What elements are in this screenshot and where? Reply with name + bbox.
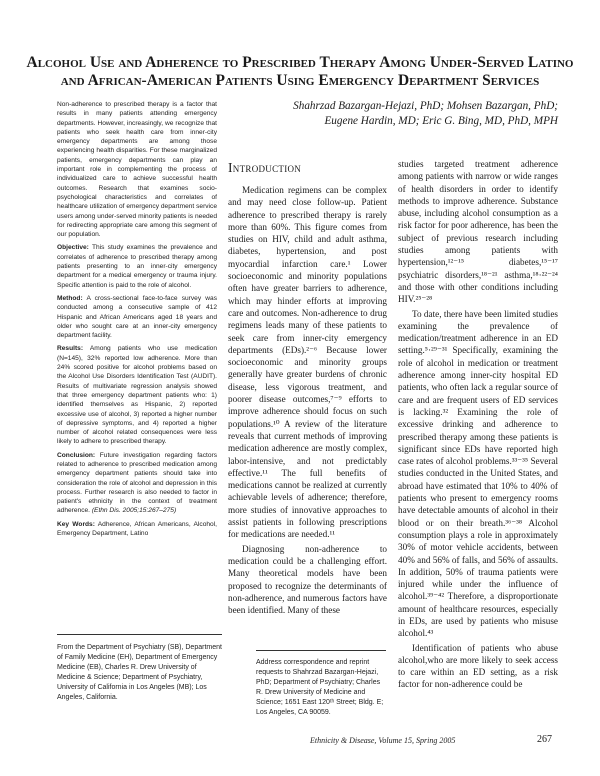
intro-paragraph-2: Diagnosing non-adherence to medication could be a challenging effort. Many theoretical models have been proposed to recognize the determinants of non-adherence, and numerous factors have been identified. Many of these	[228, 543, 387, 616]
abstract-method	[57, 294, 217, 340]
objective-label: Objective:	[57, 244, 89, 252]
footnote-divider-left	[57, 634, 222, 635]
abstract-conclusion	[57, 451, 217, 516]
correspondence-footnote: Address correspondence and reprint requests to Shahrzad Bazargan-Hejazi, PhD; Department of Psychiatry; Charles R. Drew University of Medicine and Science; 1651 East 120ᵗʰ Street; Bldg. E; Los Angeles, CA 90059.	[256, 659, 384, 716]
page-number: 267	[537, 734, 552, 745]
results-text: Among patients who use medication (N=145), 32% reported low adherence. More than 24% scored positive for alcohol problems based on the Alcohol Use Disorders Identification Test (AUDIT). Results of multivariate regression analysis showed that three emergency department patients who: 1) identified themselves as Hispanic, 2) reported excessive use of alcohol, 3) reported a higher number of depressive symptoms, and 4) reported a higher number of alcohol related consequences were less likely to adhere to prescribed therapy.	[57, 345, 218, 446]
body-column-left	[228, 184, 387, 618]
journal-footer: Ethnicity & Disease, Volume 15, Spring 2005	[310, 736, 456, 745]
conclusion-text: Future investigation regarding factors related to adherence to prescribed medication among emergency department patients should take into consideration the role of alcohol and depression in this process. Further research is also needed to factor in patient's ethnicity in the context of treatment adherence.	[57, 451, 217, 515]
results-label: Results:	[57, 345, 84, 353]
authors-line-1: Shahrzad Bazargan-Hejazi, PhD; Mohsen Bazargan, PhD;	[293, 100, 558, 112]
footnote-divider-mid	[256, 650, 386, 651]
affiliations-footnote: From the Department of Psychiatry (SB), Department of Family Medicine (EH), Department of Emergency Medicine (EB), Charles R. Drew University of Medicine & Science; Department of Psychiatry, University of California in Los Angeles (MB); Los Angeles, California.	[57, 644, 222, 701]
method-label: Method:	[57, 294, 83, 302]
article-title: Alcohol Use and Adherence to Prescribed Therapy Among Under-Served Latino and African-American Patients Using Emergency Department Services	[26, 54, 574, 89]
intro-paragraph-4: Identification of patients who abuse alcohol,who are more likely to seek access to care within an ED setting, as a risk factor for non-adherence could be	[398, 642, 558, 690]
abstract-keywords	[57, 520, 217, 539]
keywords-text: Adherence, African Americans, Alcohol, Emergency Department, Latino	[57, 520, 217, 538]
intro-paragraph-1: Medication regimens can be complex and may need close follow-up. Patient adherence to prescribed therapy is rarely more than 60%. This figure comes from studies on HIV, child and adult asthma, diabetes, hypertension, and post myocardial infarction care.¹ Lower socioeconomic and minority populations often have greater barriers to adherence, which may hinder efforts at improving care and outcomes. Non-adherence to drug regimens leads many of these patients to seek care from inner-city emergency departments (EDs).²⁻⁶ Because lower socioeconomic and minority groups generally have greater burdens of chronic disease, less vigorous treatment, and poorer disease outcomes,⁷⁻⁹ efforts to improve adherence should focus on such populations.¹⁰ A review of the literature reveals that current methods of improving medication adherence are mostly complex, labor-intensive, and not predictably effective.¹¹ The full benefits of medications cannot be realized at currently achievable levels of adherence; therefore, more studies of innovative approaches to assist patients in following prescriptions for medications are needed.¹¹	[228, 185, 387, 540]
abstract-results	[57, 344, 217, 446]
citation: (Ethn Dis. 2005;15:267–275)	[91, 507, 177, 515]
section-heading-introduction: Introduction	[228, 160, 302, 175]
keywords-label: Key Words:	[57, 520, 95, 528]
objective-text: This study examines the prevalence and correlates of adherence to prescribed therapy among patients presenting to an inner-city emergency department for a medical emergency or trauma injury. Specific attention is paid to the role of alcohol.	[57, 244, 217, 289]
author-list	[228, 99, 558, 129]
abstract-intro: Non-adherence to prescribed therapy is a factor that results in many patients attending emergency departments. However, increasingly, we recognize that patients who seek health care from inner-city emergency departments are among those experiencing health disparities. For these marginalized patients, emergency departments can play an important role in complementing the process of individualized care to achieve successful health outcomes. Research that examines socio-psychological characteristics and correlates of healthcare utilization of emergency department service users among under-served minority patients is needed for redirecting appropriate care among this segment of our population.	[57, 101, 217, 239]
abstract-objective	[57, 243, 217, 289]
authors-line-2: Eugene Hardin, MD; Eric G. Bing, MD, PhD, MPH	[324, 115, 558, 127]
intro-paragraph-3: To date, there have been limited studies examining the prevalence of medication/treatment adherence in an ED setting.⁵·²⁹⁻³¹ Specifically, examining the role of alcohol in medication or treatment adherence among inner-city hospital ED patients, who often lack a regular source of care and are frequent users of ED services is lacking.³² Examining the role of excessive drinking and adherence to prescribed therapy among these patients is significant since EDs have reported high case rates of alcohol problems.³³⁻³⁵ Several studies conducted in the United States, and abroad have estimated that 10% to 40% of patients who present to emergency rooms have detectable amounts of alcohol in their blood or on their breath.³⁶⁻³⁸ Alcohol consumption plays a role in approximately 30% of motor vehicle accidents, between 40% and 56% of falls, and 56% of assaults. In addition, 50% of trauma patients were injured while under the influence of alcohol.³⁹⁻⁴² Therefore, a disproportionate amount of healthcare resources, especially in EDs, are used by patients who misuse alcohol.⁴³	[398, 308, 558, 639]
method-text: A cross-sectional face-to-face survey was conducted among a consecutive sample of 412 Hispanic and African Americans aged 18 years and older who sought care at an inner-city emergency department facility.	[57, 294, 217, 340]
body-column-right	[398, 158, 558, 693]
abstract	[57, 100, 217, 542]
conclusion-label: Conclusion:	[57, 451, 96, 459]
intro-paragraph-2-cont: studies targeted treatment adherence among patients with narrow or wide ranges of health disorders in order to identify methods to improve adherence. Substance abuse, including alcohol consumption as a risk factor for poor adherence, has been the subject of previous research including studies among patients with hypertension,¹²⁻¹⁵ diabetes,¹⁵⁻¹⁷ psychiatric disorders,¹⁸⁻²¹ asthma,¹⁸·²²⁻²⁴ and those with other conditions including HIV.²⁵⁻²⁸	[398, 159, 558, 305]
